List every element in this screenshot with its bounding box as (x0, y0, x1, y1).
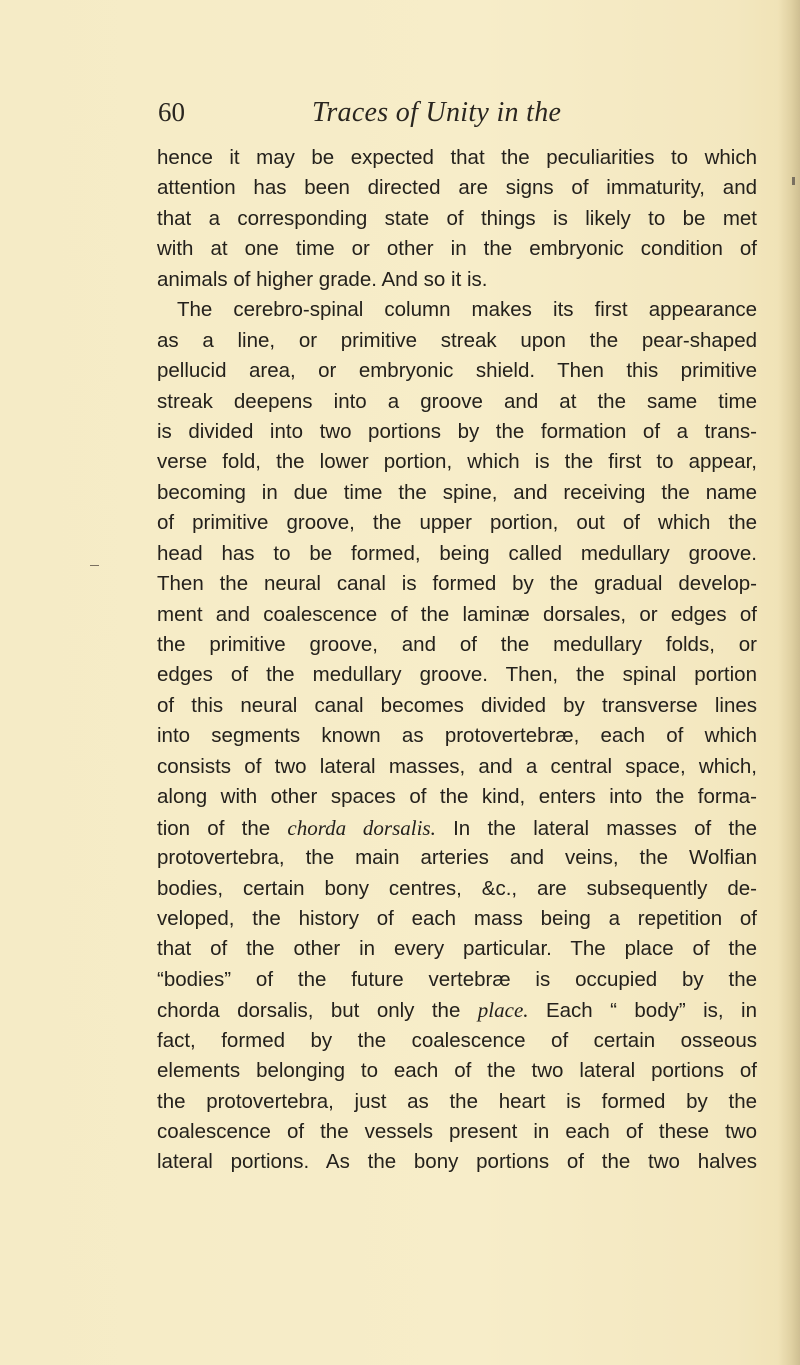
text-line: the protovertebra, just as the heart is formed by the (157, 1089, 757, 1113)
text-line: is divided into two portions by the formation of a trans- (157, 419, 757, 443)
text-line: “bodies” of the future vertebræ is occupied by the (157, 967, 757, 991)
text-line (157, 813, 757, 843)
text-line: of primitive groove, the upper portion, out of which the (157, 511, 757, 535)
text-line: head has to be formed, being called medullary groove. (157, 541, 757, 565)
text-line: pellucid area, or embryonic shield. Then this primitive (157, 359, 757, 383)
text-line: consists of two lateral masses, and a central space, which, (157, 754, 757, 778)
text-span: tion of the (157, 816, 288, 840)
text-line: becoming in due time the spine, and receiving the name (157, 480, 757, 504)
text-line: that a corresponding state of things is likely to be met (157, 206, 757, 230)
text-line: edges of the medullary groove. Then, the spinal portion (157, 663, 757, 687)
text-span: chorda dorsalis, but only the (157, 999, 478, 1023)
margin-mark (90, 565, 99, 566)
text-line: of this neural canal becomes divided by transverse lines (157, 693, 757, 717)
text-line (157, 995, 757, 1025)
running-head: Traces of Unity in the (312, 97, 562, 128)
text-line: fact, formed by the coalescence of certain osseous (157, 1028, 757, 1052)
text-line: the primitive groove, and of the medullary folds, or (157, 633, 757, 656)
text-line: with at one time or other in the embryonic condition of (157, 237, 757, 261)
text-line: animals of higher grade. And so it is. (157, 267, 488, 291)
page-header (0, 97, 800, 137)
text-line: Then the neural canal is formed by the gradual develop- (157, 572, 757, 596)
text-line: into segments known as protovertebræ, each of which (157, 724, 757, 748)
text-line: protovertebra, the main arteries and veins, the Wolfian (157, 846, 757, 870)
text-span: Each “ body” is, in (528, 999, 757, 1023)
text-span: In the lateral masses of the (435, 816, 758, 840)
page-edge-shadow (778, 0, 800, 1365)
text-line: lateral portions. As the bony portions of the two halves (157, 1150, 757, 1174)
page-number: 60 (158, 97, 185, 127)
body-text (157, 143, 757, 1178)
margin-mark (792, 177, 795, 185)
text-line: veloped, the history of each mass being a repetition of (157, 906, 757, 930)
text-line: along with other spaces of the kind, enters into the forma- (157, 785, 757, 809)
text-line: elements belonging to each of the two lateral portions of (157, 1059, 757, 1083)
text-line: coalescence of the vessels present in each of these two (157, 1120, 757, 1143)
italic-term: chorda dorsalis. (287, 815, 436, 840)
text-line: streak deepens into a groove and at the same time (157, 389, 757, 413)
italic-term: place. (477, 998, 529, 1023)
text-line: hence it may be expected that the peculiarities to which (157, 146, 757, 169)
text-line: attention has been directed are signs of immaturity, and (157, 176, 757, 200)
text-line: The cerebro-spinal column makes its first appearance (177, 298, 757, 322)
text-line: as a line, or primitive streak upon the pear-shaped (157, 328, 757, 352)
text-line: ment and coalescence of the laminæ dorsales, or edges of (157, 602, 757, 626)
text-line: that of the other in every particular. The place of the (157, 937, 757, 961)
text-line: verse fold, the lower portion, which is the first to appear, (157, 450, 757, 474)
text-line: bodies, certain bony centres, &c., are subsequently de- (157, 876, 757, 900)
